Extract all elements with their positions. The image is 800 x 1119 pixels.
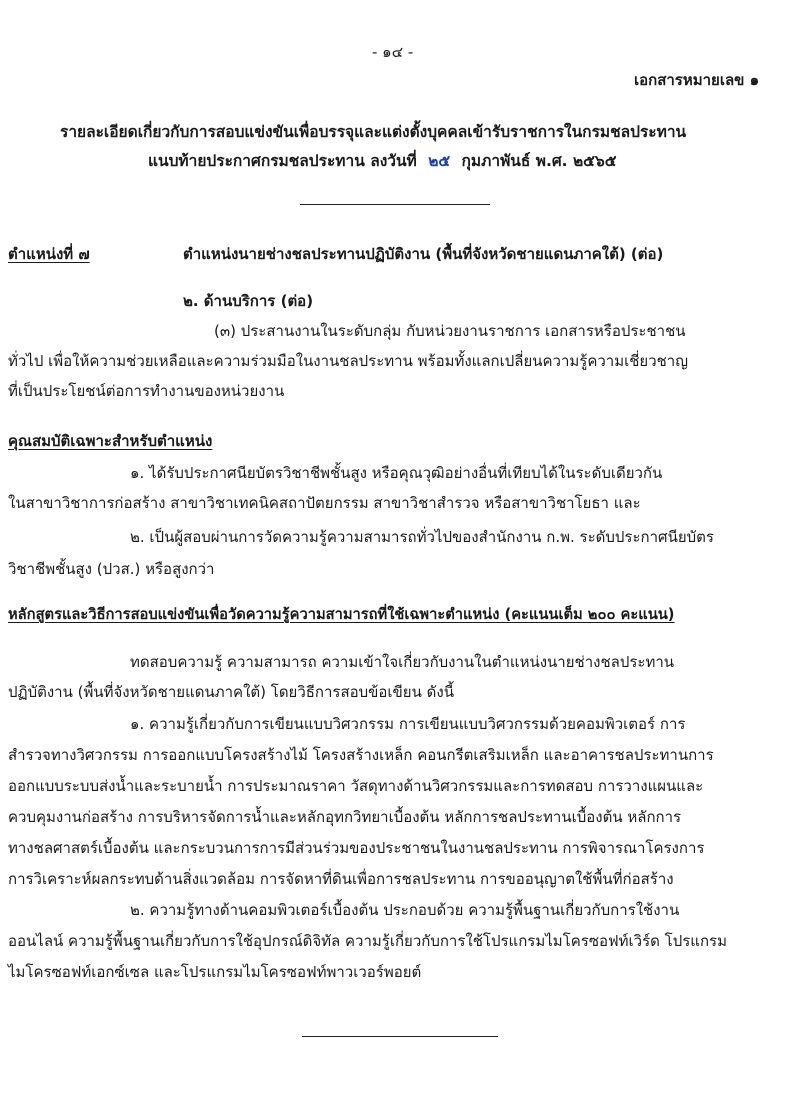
exam-item1-line: สำรวจทางวิศวกรรม การออกแบบโครงสร้างไม้ โครงสร้างเหล็ก คอนกรีตเสริมเหล็ก และอาคารชลประทานการ [8,746,714,764]
exam-item1-line: ออกแบบระบบส่งน้ำและระบายน้ำ การประมาณราคา วัสดุทางด้านวิศวกรรมและการทดสอบ การวางแผนและ [8,777,704,795]
heading-divider [300,204,490,205]
exam-item2-line: ไมโครซอฟท์เอกซ์เซล และโปรแกรมไมโครซอฟท์พาวเวอร์พอยต์ [8,963,422,981]
exam-item1-line: ควบคุมงานก่อสร้าง การบริหารจัดการน้ำและหลักอุทกวิทยาเบื้องต้น หลักการชลประทานเบื้องต้น หลักการ [8,808,682,826]
exam-item1-line: ทางชลศาสตร์เบื้องต้น และกระบวนการการมีส่วนร่วมของประชาชนในงานชลประทาน การพิจารณาโครงการ [8,839,705,857]
qualification-item2-line: วิชาชีพชั้นสูง (ปวส.) หรือสูงกว่า [8,560,215,578]
service-heading: ๒. ด้านบริการ (ต่อ) [183,292,314,310]
heading-date-day: ๒๕ [428,152,451,170]
position-label: ตำแหน่งที่ ๗ [8,245,90,263]
heading-line-2 [148,151,617,171]
qualification-item1-line: ในสาขาวิชาการก่อสร้าง สาขาวิชาเทคนิคสถาปัตยกรรม สาขาวิชาสำรวจ หรือสาขาวิชาโยธา และ [8,494,641,512]
position-title: ตำแหน่งนายช่างชลประทานปฏิบัติงาน (พื้นที่จังหวัดชายแดนภาคใต้) (ต่อ) [183,245,664,263]
exam-item1-line: ๑. ความรู้เกี่ยวกับการเขียนแบบวิศวกรรม การเขียนแบบวิศวกรรมด้วยคอมพิวเตอร์ การ [130,715,686,733]
exam-intro-line: ปฏิบัติงาน (พื้นที่จังหวัดชายแดนภาคใต้) โดยวิธีการสอบข้อเขียน ดังนี้ [8,683,454,701]
footer-divider [302,1036,498,1037]
qualification-item1-line: ๑. ได้รับประกาศนียบัตรวิชาชีพชั้นสูง หรือคุณวุฒิอย่างอื่นที่เทียบได้ในระดับเดียวกัน [130,464,663,482]
page-number: - ๑๔ - [372,43,414,61]
service-item3-line: (๓) ประสานงานในระดับกลุ่ม กับหน่วยงานราชการ เอกสารหรือประชาชน [214,322,686,340]
exam-heading: หลักสูตรและวิธีการสอบแข่งขันเพื่อวัดความรู้ความสามารถที่ใช้เฉพาะตำแหน่ง (คะแนนเต็ม ๒๐๐ คะแนน) [8,606,675,623]
qualification-item2-line: ๒. เป็นผู้สอบผ่านการวัดความรู้ความสามารถทั่วไปของสำนักงาน ก.พ. ระดับประกาศนียบัตร [130,528,714,546]
heading-date-prefix: แนบท้ายประกาศกรมชลประทาน ลงวันที่ [148,152,417,170]
exam-intro-line: ทดสอบความรู้ ความสามารถ ความเข้าใจเกี่ยวกับงานในตำแหน่งนายช่างชลประทาน [130,653,675,671]
service-item3-line: ที่เป็นประโยชน์ต่อการทำงานของหน่วยงาน [8,382,285,400]
heading-line-1: รายละเอียดเกี่ยวกับการสอบแข่งขันเพื่อบรรจุและแต่งตั้งบุคคลเข้ารับราชการในกรมชลประทาน [60,123,687,141]
qualifications-heading: คุณสมบัติเฉพาะสำหรับตำแหน่ง [8,432,213,450]
document-number: เอกสารหมายเลข ๑ [634,71,760,89]
exam-item2-line: ๒. ความรู้ทางด้านคอมพิวเตอร์เบื้องต้น ประกอบด้วย ความรู้พื้นฐานเกี่ยวกับการใช้งาน [130,901,680,919]
service-item3-line: ทั่วไป เพื่อให้ความช่วยเหลือและความร่วมมือในงานชลประทาน พร้อมทั้งแลกเปลี่ยนความรู้ความเชี่ยวชาญ [8,352,688,370]
exam-item2-line: ออนไลน์ ความรู้พื้นฐานเกี่ยวกับการใช้อุปกรณ์ดิจิทัล ความรู้เกี่ยวกับการใช้โปรแกรมไมโครซอฟท์เวิร์ด โปรแกรม [8,932,727,950]
heading-date-suffix: กุมภาพันธ์ พ.ศ. ๒๕๖๕ [461,152,617,170]
exam-item1-line: การวิเคราะห์ผลกระทบด้านสิ่งแวดล้อม การจัดหาที่ดินเพื่อการชลประทาน การขออนุญาตใช้พื้นที่ก่อสร้าง [8,870,674,888]
